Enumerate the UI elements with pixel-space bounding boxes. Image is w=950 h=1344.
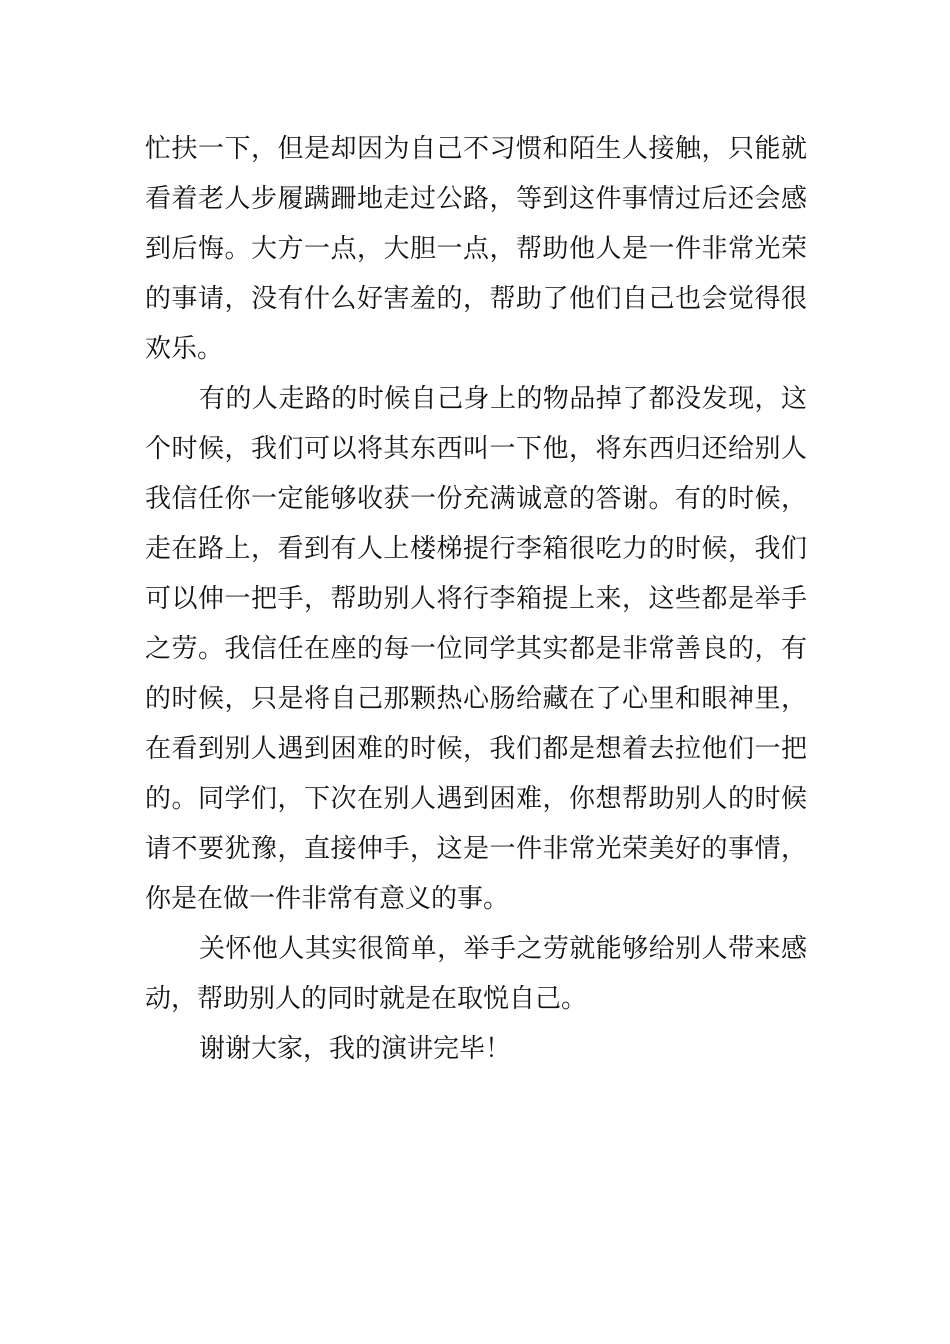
paragraph-1-line-1: 忙扶一下，但是却因为自己不习惯和陌生人接触，只能就 [145, 134, 807, 164]
paragraph-2-line-3: 我信任你一定能够收获一份充满诚意的答谢。有的时候， [145, 484, 807, 514]
paragraph-2-line-4: 走在路上，看到有人上楼梯提行李箱很吃力的时候，我们 [145, 534, 807, 564]
paragraph-1-line-4: 的事请，没有什么好害羞的，帮助了他们自己也会觉得很 [145, 284, 807, 314]
paragraph-2-line-7: 的时候，只是将自己那颗热心肠给藏在了心里和眼神里， [145, 684, 807, 714]
paragraph-2-line-5: 可以伸一把手，帮助别人将行李箱提上来，这些都是举手 [145, 584, 807, 614]
closing-line: 谢谢大家，我的演讲完毕！ [199, 1034, 512, 1064]
paragraph-2-line-8: 在看到别人遇到困难的时候，我们都是想着去拉他们一把 [145, 734, 807, 764]
paragraph-2-line-10: 请不要犹豫，直接伸手，这是一件非常光荣美好的事情， [145, 834, 807, 864]
paragraph-1-line-5: 欢乐。 [145, 334, 224, 364]
paragraph-3-line-2: 动，帮助别人的同时就是在取悦自己。 [145, 984, 588, 1014]
paragraph-2-line-11: 你是在做一件非常有意义的事。 [145, 884, 510, 914]
paragraph-1-line-3: 到后悔。大方一点，大胆一点，帮助他人是一件非常光荣 [145, 234, 807, 264]
paragraph-2-line-6: 之劳。我信任在座的每一位同学其实都是非常善良的，有 [145, 634, 807, 664]
paragraph-2-line-9: 的。同学们，下次在别人遇到困难，你想帮助别人的时候 [145, 784, 807, 814]
paragraph-2-line-1: 有的人走路的时候自己身上的物品掉了都没发现，这 [199, 384, 807, 414]
paragraph-3-line-1: 关怀他人其实很简单，举手之劳就能够给别人带来感 [199, 934, 807, 964]
paragraph-1-line-2: 看着老人步履蹒跚地走过公路，等到这件事情过后还会感 [145, 184, 807, 214]
paragraph-2-line-2: 个时候，我们可以将其东西叫一下他，将东西归还给别人 [145, 434, 807, 464]
